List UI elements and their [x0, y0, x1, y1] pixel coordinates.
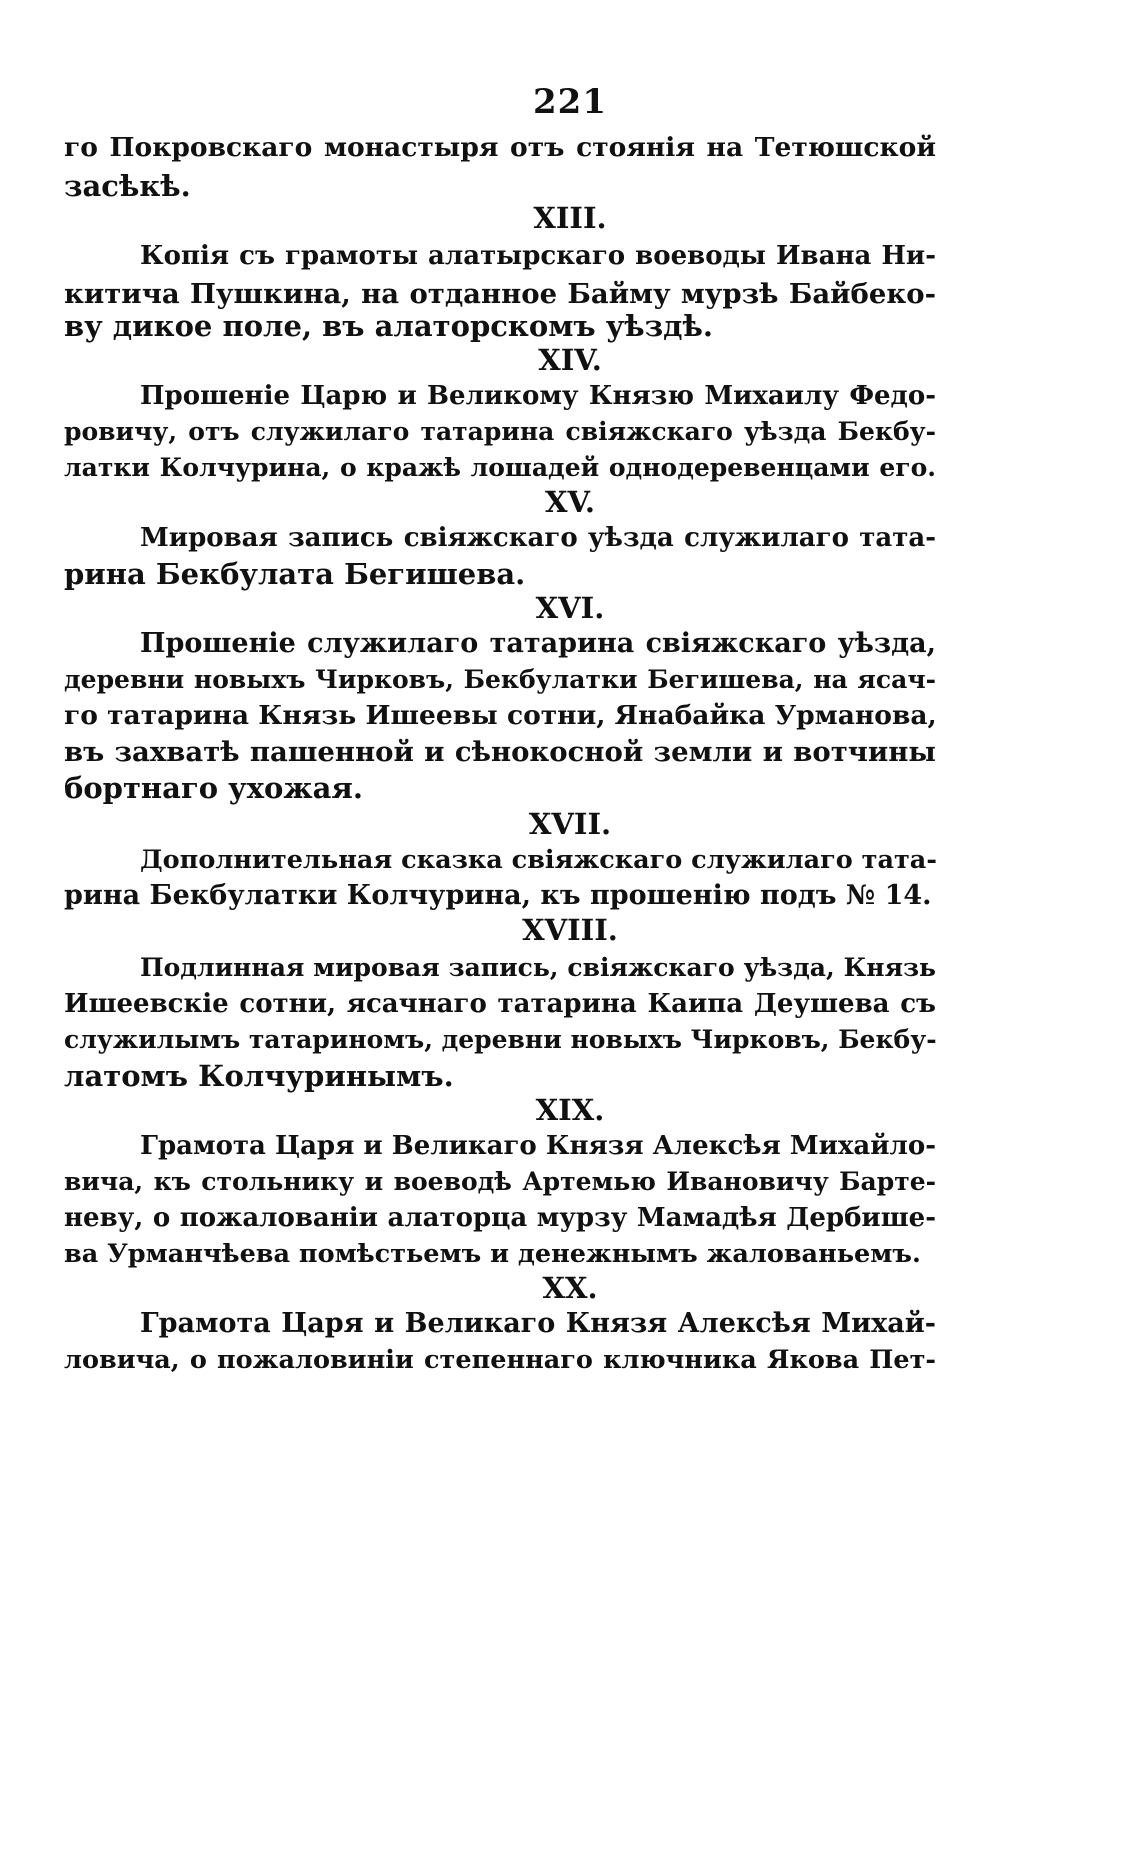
text-line: рина Бекбулатки Колчурина, къ прошенію подъ № 14.: [64, 880, 932, 911]
text-line: ровичу, отъ служилаго татарина свіяжскаго уѣзда Бекбу-: [64, 417, 936, 446]
section-heading: XIV.: [538, 343, 602, 377]
text-line: го татарина Князь Ишеевы сотни, Янабайка Урманова,: [64, 700, 937, 731]
section-heading: XVIII.: [522, 913, 618, 947]
text-line: Дополнительная сказка свіяжскаго служилаго тата-: [140, 845, 937, 875]
text-line: бортнаго ухожая.: [64, 771, 363, 805]
text-line: ловича, о пожаловиніи степеннаго ключника Якова Пет-: [64, 1345, 936, 1375]
text-line: ва Урманчѣева помѣстьемъ и денежнымъ жалованьемъ.: [64, 1239, 921, 1269]
section-heading: XIII.: [533, 201, 607, 235]
text-line: рина Бекбулата Бегишева.: [64, 557, 526, 591]
text-line: вича, къ стольнику и воеводѣ Артемью Ивановичу Барте-: [64, 1167, 936, 1196]
text-line: латомъ Колчуринымъ.: [64, 1059, 454, 1093]
text-line: Грамота Царя и Великаго Князя Алексѣя Михайло-: [140, 1131, 936, 1161]
text-line: засѣкѣ.: [64, 169, 191, 203]
text-line: Грамота Царя и Великаго Князя Алексѣя Михай-: [140, 1308, 936, 1339]
text-line: Прошеніе Царю и Великому Князю Михаилу Федо-: [140, 381, 936, 411]
section-heading: XX.: [542, 1271, 598, 1305]
section-heading: XVI.: [535, 591, 605, 625]
text-line: ву дикое поле, въ алаторскомъ уѣздѣ.: [64, 309, 714, 343]
section-heading: XVII.: [528, 807, 612, 841]
text-line: Мировая запись свіяжскаго уѣзда служилаго тата-: [140, 523, 936, 553]
page-number: 221: [533, 82, 607, 122]
text-line: Прошеніе служилаго татарина свіяжскаго уѣзда,: [140, 628, 936, 659]
text-line: го Покровскаго монастыря отъ стоянія на Тетюшской: [64, 132, 936, 163]
text-line: служилымъ татариномъ, деревни новыхъ Чирковъ, Бекбу-: [64, 1025, 937, 1054]
section-heading: XV.: [544, 485, 596, 519]
text-line: Подлинная мировая запись, свіяжскаго уѣзда, Князь: [140, 953, 936, 982]
text-line: въ захватѣ пашенной и сѣнокосной земли и вотчины: [64, 736, 936, 768]
text-line: латки Колчурина, о кражѣ лошадей однодеревенцами его.: [64, 453, 936, 482]
text-line: неву, о пожалованіи алаторца мурзу Мамадѣя Дербише-: [64, 1203, 936, 1233]
text-line: Копія съ грамоты алатырскаго воеводы Ивана Ни-: [140, 241, 936, 271]
text-line: деревни новыхъ Чирковъ, Бекбулатки Бегишева, на ясач-: [64, 665, 936, 694]
section-heading: XIX.: [535, 1093, 605, 1127]
text-line: китича Пушкина, на отданное Байму мурзѣ Байбеко-: [64, 278, 936, 310]
text-line: Ишеевскіе сотни, ясачнаго татарина Каипа Деушева съ: [64, 989, 936, 1019]
